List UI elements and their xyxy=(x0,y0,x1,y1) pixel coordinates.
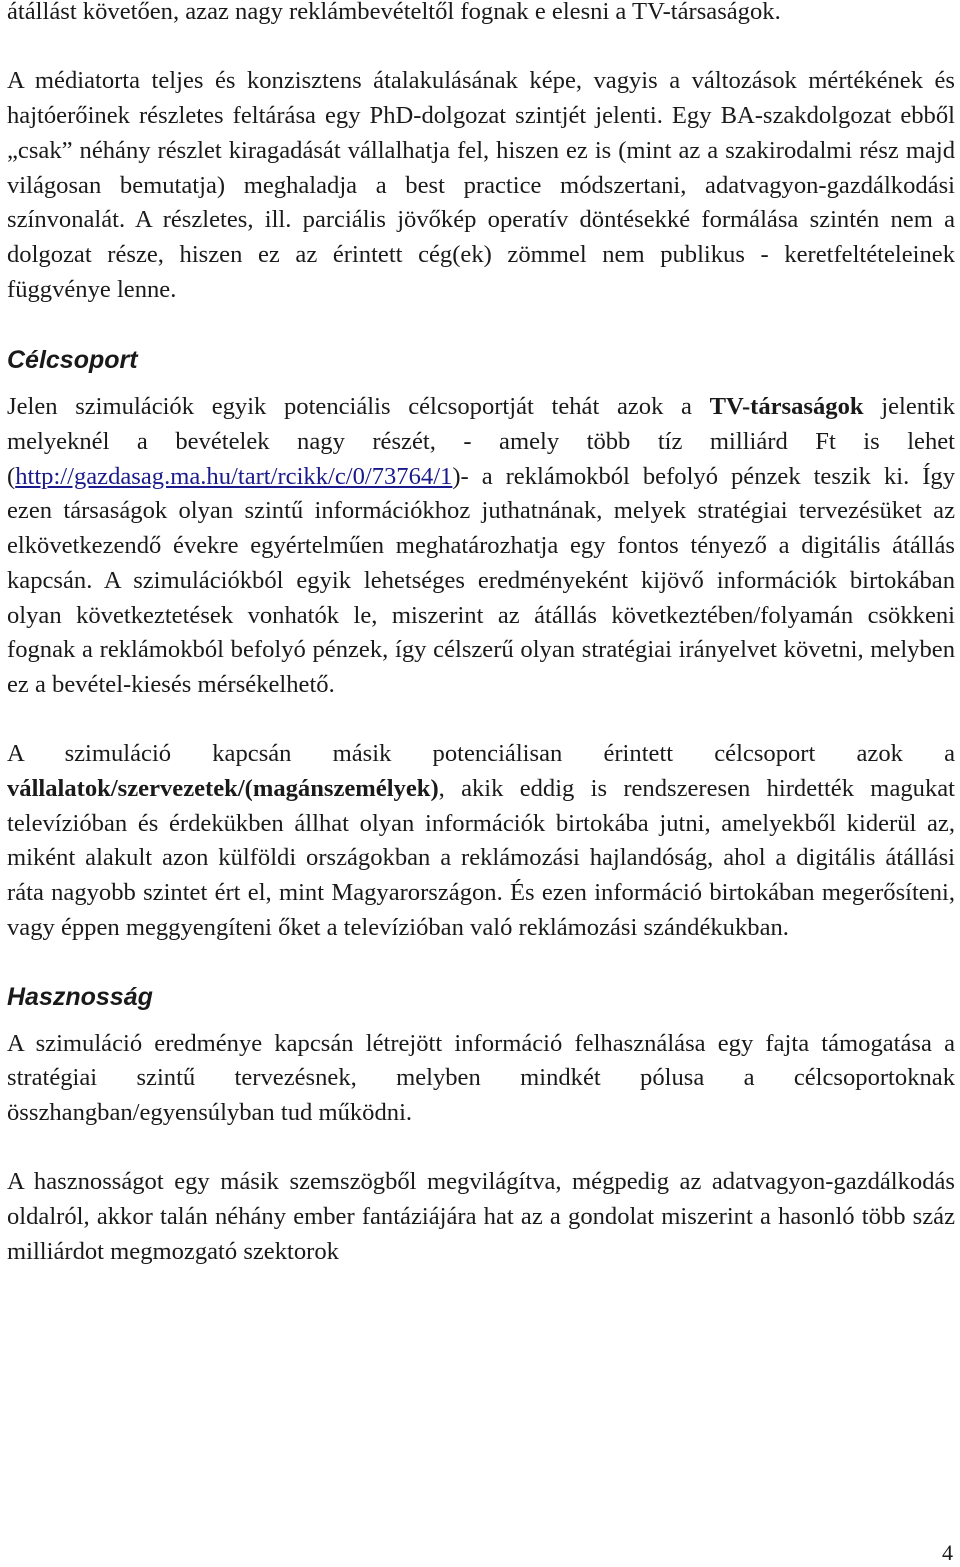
paragraph-tv-tarsasagok xyxy=(7,390,955,702)
text-run: )- a reklámokból befolyó pénzek teszik ki. Így ezen társaságok olyan szintű információkhoz juthatnának, melyek stratégiai tervezésüket az elkövetkezendő évekre egyértelműen meghatározhatja egy fontos tényező a digitális átállás kapcsán. A szimulációkból egyik lehetséges eredményeként kijövő információk birtokában olyan következtetések vonhatók le, miszerint az átállás következtében/folyamán csökkeni fognak a reklámokból befolyó pénzek, így célszerű olyan stratégiai irányelvet követni, melyben ez a bevétel-kiesés mérsékelhető. xyxy=(7,462,955,698)
paragraph-hasznossag-2: A hasznosságot egy másik szemszögből megvilágítva, mégpedig az adatvagyon-gazdálkodás oldalról, akkor talán néhány ember fantáziájára hat az a gondolat miszerint a hasonló több száz milliárdot megmozgató szektorok xyxy=(7,1168,955,1265)
heading-hasznossag: Hasznosság xyxy=(7,982,153,1011)
source-link[interactable]: http://gazdasag.ma.hu/tart/rcikk/c/0/73764/1 xyxy=(15,462,453,490)
paragraph-mediatorta: A médiatorta teljes és konzisztens átalakulásának képe, vagyis a változások mértékének és hajtóerőinek részletes feltárása egy PhD-dolgozat szintjét jelenti. Egy BA-szakdolgozat ebből „csak” néhány részlet kiragadását vállalhatja fel, hiszen ez is (mint az a szakirodalmi rész majd világosan bemutatja) meghaladja a best practice módszertani, adatvagyon-gazdálkodási színvonalát. A részletes, ill. parciális jövőkép operatív döntésekké formálása szintén nem a dolgozat része, hiszen ez az érintett cég(ek) zömmel nem publikus - keretfeltételeinek függvénye lenne. xyxy=(7,67,955,303)
text-run: , akik eddig is rendszeresen hirdették magukat televízióban és érdekükben állhat olyan információk birtokába jutni, amelyekből kiderül az, miként alakult azon külföldi országokban a reklámozási hajlandóság, ahol a digitális átállási ráta nagyobb szintet ért el, mint Magyarországon. És ezen információ birtokában megerősíteni, vagy éppen meggyengíteni őket a televízióban való reklámozási szándékukban. xyxy=(7,775,955,941)
page-number: 4 xyxy=(942,1540,953,1565)
text-run: Jelen szimulációk egyik potenciális célcsoportját tehát azok a xyxy=(7,393,710,421)
bold-term-tv-tarsasagok: TV-társaságok xyxy=(709,393,864,421)
text-run: A szimuláció kapcsán másik potenciálisan érintett célcsoport azok a xyxy=(7,740,955,768)
heading-celcsoport: Célcsoport xyxy=(7,346,138,375)
text-run: jelentik melyeknél a bevételek nagy részét, - amely több tíz milliárd Ft is lehet ( xyxy=(7,393,955,490)
paragraph-hasznossag-1: A szimuláció eredménye kapcsán létrejött információ felhasználása egy fajta támogatása a stratégiai szintű tervezésnek, melyben mindkét pólusa a célcsoportoknak összhangban/egyensúlyban tud működni. xyxy=(7,1029,955,1126)
paragraph-continuation: átállást követően, azaz nagy reklámbevételtől fognak e elesni a TV-társaságok. xyxy=(7,0,781,25)
paragraph-vallalatok xyxy=(7,737,955,945)
document-page xyxy=(7,0,955,1269)
bold-term-vallalatok: vállalatok/szervezetek/(magánszemélyek) xyxy=(7,775,439,803)
